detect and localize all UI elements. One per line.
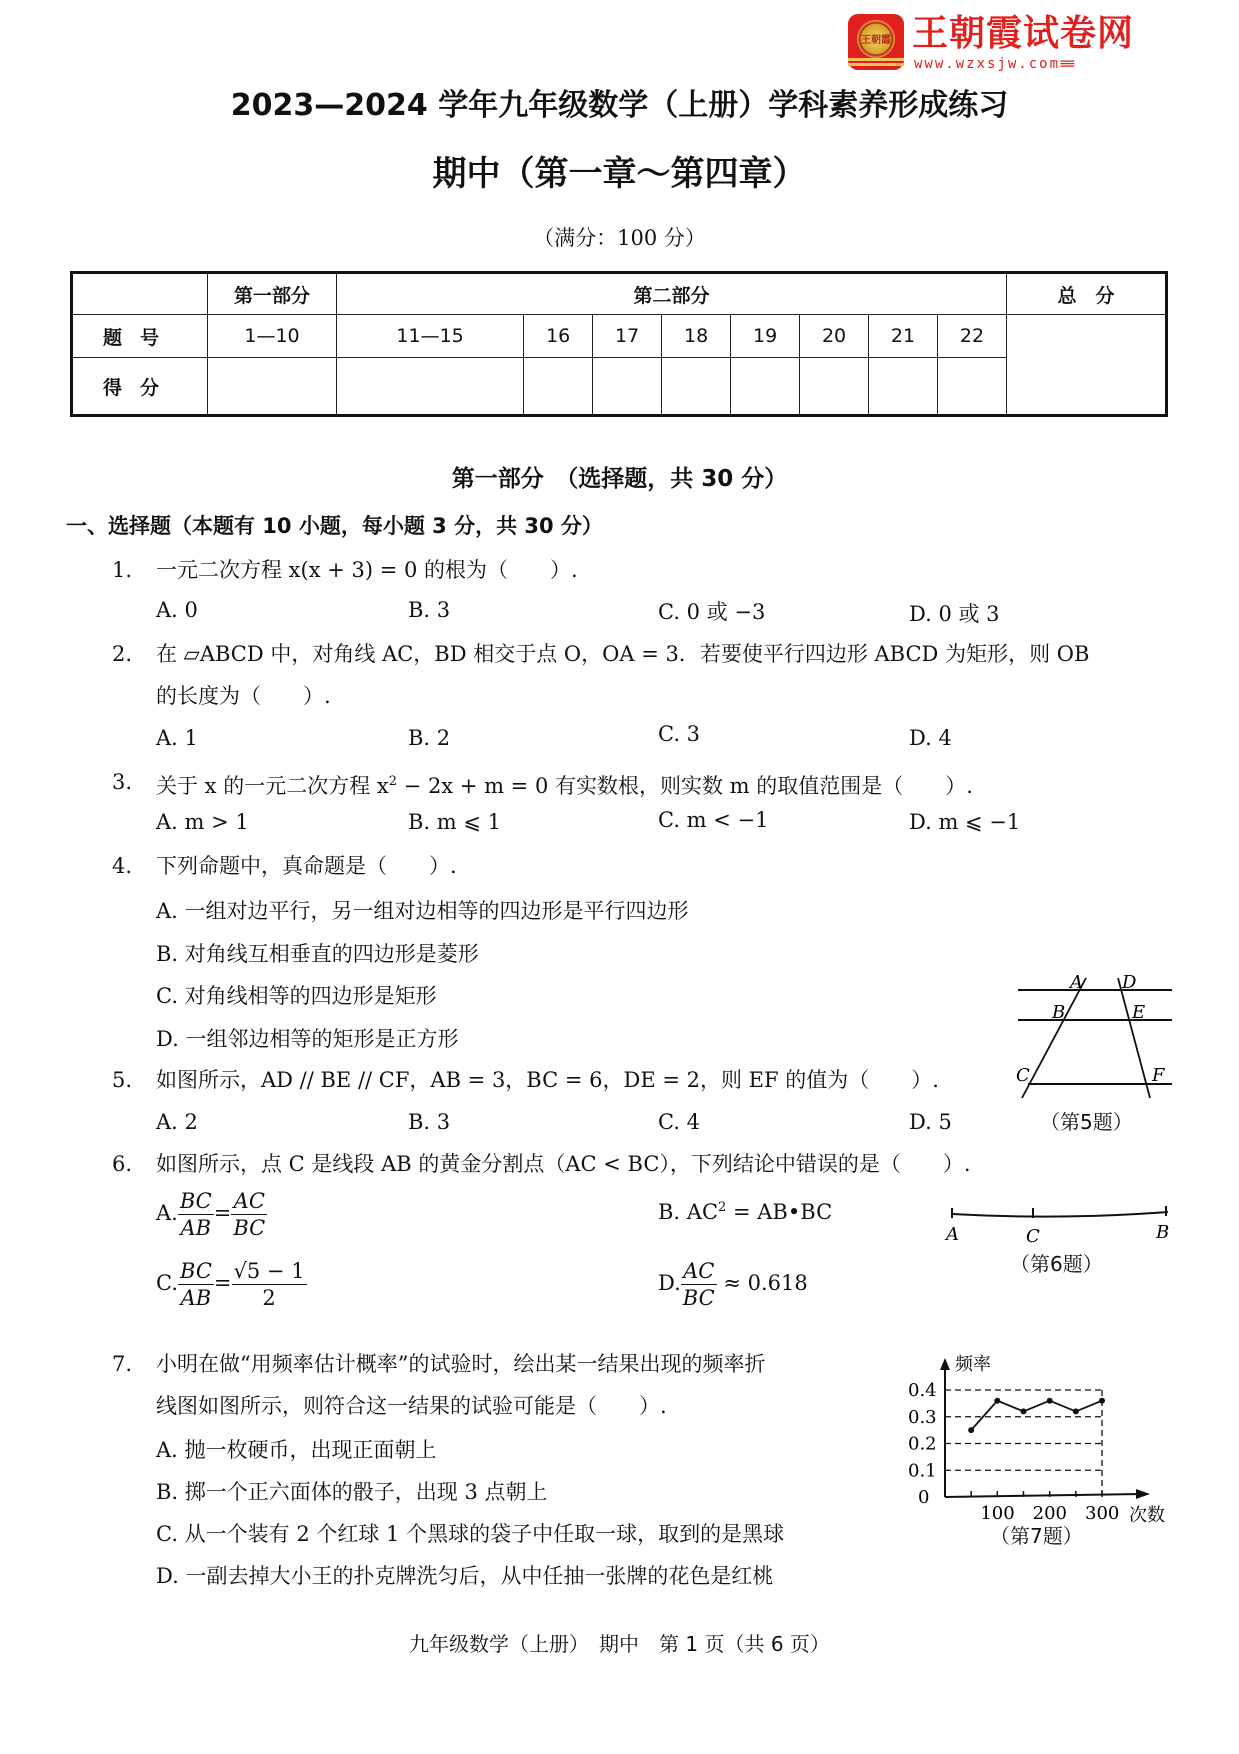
brand-logo — [842, 12, 1162, 74]
question-range-cell: 11—15 — [337, 315, 524, 358]
document-title: 2023—2024 学年九年级数学（上册）学科素养形成练习 — [230, 88, 1009, 123]
score-cell — [337, 358, 524, 416]
x-tick-label: 100 — [980, 1503, 1015, 1524]
question-text: 关于 x 的一元二次方程 $x^2 - 2x + m = 0$ 有实数根，则实数 m 的取值范围是（ ）. — [156, 774, 973, 798]
brand-url: www.wzxsjw.com≡≡ — [914, 56, 1073, 72]
score-cell — [800, 358, 869, 416]
figure-caption: （第6题） — [1010, 1252, 1103, 1276]
badge-text: 王朝霞 — [861, 35, 891, 46]
option-d: D. 一组邻边相等的矩形是正方形 — [156, 1027, 459, 1051]
question-number: 1. — [112, 558, 133, 582]
corner-cell — [72, 273, 208, 315]
question-text: 如图所示，点 C 是线段 AB 的黄金分割点（AC < BC），下列结论中错误的是（ ）. — [156, 1152, 971, 1176]
part1-heading: 第一部分 （选择题，共 30 分） — [451, 466, 788, 492]
question-text-continued: 的长度为（ ）. — [156, 684, 331, 708]
option-d: D. 5 — [909, 1110, 952, 1134]
label-a: A — [946, 1224, 959, 1245]
score-cell — [208, 358, 337, 416]
option-c: C. 对角线相等的四边形是矩形 — [156, 984, 437, 1008]
segment-ab — [952, 1212, 1168, 1217]
option-c: C. 3 — [658, 722, 701, 746]
total-score-cell — [1007, 315, 1167, 416]
option-c: C. m < −1 — [658, 808, 769, 832]
question-number-cell: 16 — [524, 315, 593, 358]
score-table-header-row — [72, 273, 1167, 315]
question-number-row — [72, 315, 1167, 358]
option-a: A. 抛一枚硬币，出现正面朝上 — [156, 1438, 437, 1462]
question-number-cell: 19 — [731, 315, 800, 358]
score-cell — [731, 358, 800, 416]
question-number: 6. — [112, 1152, 133, 1176]
label-b: B — [1156, 1222, 1170, 1243]
y-tick-label: 0.2 — [908, 1433, 937, 1455]
figure-caption: （第5题） — [1040, 1110, 1133, 1134]
label-e: E — [1132, 1002, 1146, 1023]
question-number-cell: 17 — [593, 315, 662, 358]
part2-header: 第二部分 — [337, 273, 1007, 315]
question-text-continued: 线图如图所示，则符合这一结果的试验可能是（ ）. — [156, 1394, 667, 1418]
x-axis-label: 次数 — [1129, 1505, 1165, 1526]
question-number-cell: 22 — [938, 315, 1007, 358]
question-number: 5. — [112, 1068, 133, 1092]
score-cell — [869, 358, 938, 416]
y-axis-label: 频率 — [955, 1354, 991, 1375]
score-cell — [524, 358, 593, 416]
option-d: D. $\frac{AC}{BC}$ ≈ 0.618 — [658, 1259, 808, 1310]
score-row — [72, 358, 1167, 416]
score-cell — [938, 358, 1007, 416]
option-c: C. 0 或 −3 — [658, 600, 766, 624]
question-text: 一元二次方程 x(x + 3) = 0 的根为（ ）. — [156, 558, 578, 582]
y-axis-arrow-icon — [940, 1358, 950, 1370]
page-footer: 九年级数学（上册） 期中 第 1 页（共 6 页） — [409, 1632, 830, 1656]
option-a: A. 一组对边平行，另一组对边相等的四边形是平行四边形 — [156, 899, 689, 923]
data-point — [994, 1398, 1000, 1404]
label-d: D — [1122, 972, 1137, 993]
document-subtitle: 期中（第一章～第四章） — [432, 154, 807, 194]
score-table — [70, 271, 1168, 417]
score-cell — [593, 358, 662, 416]
frequency-line-chart — [900, 1330, 1180, 1526]
option-c: C. 4 — [658, 1110, 701, 1134]
data-point — [1021, 1408, 1027, 1414]
question-number-cell: 18 — [662, 315, 731, 358]
y-tick-label: 0.4 — [908, 1380, 937, 1401]
option-b: B. 2 — [408, 726, 451, 750]
x-tick-label: 200 — [1032, 1503, 1068, 1524]
question-number: 4. — [112, 854, 133, 878]
option-d: D. 一副去掉大小王的扑克牌洗匀后，从中任抽一张牌的花色是红桃 — [156, 1564, 774, 1588]
option-b: B. 3 — [408, 598, 451, 622]
figure-parallel-lines — [1010, 968, 1175, 1098]
option-d: D. 4 — [909, 726, 952, 750]
option-d: D. 0 或 3 — [909, 602, 1000, 626]
question-number: 3. — [112, 770, 133, 794]
data-point — [1073, 1408, 1079, 1414]
score-label: 得分 — [72, 358, 208, 416]
question-number-cell: 20 — [800, 315, 869, 358]
label-b: B — [1052, 1002, 1066, 1023]
question-text: 在 ▱ABCD 中，对角线 AC，BD 相交于点 O，OA = 3．若要使平行四边形 ABCD 为矩形，则 OB — [156, 642, 1090, 666]
option-b: B. $AC^2$ = AB•BC — [658, 1200, 833, 1224]
y-tick-label: 0.3 — [908, 1406, 937, 1428]
question-text: 小明在做“用频率估计概率”的试验时，绘出某一结果出现的频率折 — [156, 1352, 766, 1376]
question-number: 7. — [112, 1352, 133, 1376]
question-number-label: 题号 — [72, 315, 208, 358]
option-b: B. m ⩽ 1 — [408, 810, 502, 834]
option-a: A. 1 — [156, 726, 198, 750]
data-point — [968, 1427, 974, 1433]
option-c: C. 从一个装有 2 个红球 1 个黑球的袋子中任取一球，取到的是黑球 — [156, 1522, 785, 1546]
total-header: 总 分 — [1007, 273, 1167, 315]
x-axis — [945, 1494, 1142, 1497]
data-point — [1047, 1398, 1053, 1404]
option-a: A. $\frac{BC}{AB}$ = $\frac{AC}{BC}$ — [156, 1189, 266, 1240]
question-number-cell: 21 — [869, 315, 938, 358]
option-b: B. 对角线互相垂直的四边形是菱形 — [156, 942, 479, 966]
label-c: C — [1016, 1065, 1030, 1086]
y-tick-label: 0 — [918, 1487, 930, 1508]
data-point — [1099, 1398, 1105, 1404]
y-tick-label: 0.1 — [908, 1460, 937, 1482]
x-axis-arrow-icon — [1136, 1489, 1150, 1499]
figure-segment-ab — [940, 1200, 1170, 1250]
brand-badge-icon — [848, 14, 904, 70]
option-a: A. 2 — [156, 1110, 198, 1134]
option-a: A. 0 — [156, 598, 198, 622]
option-c: C. $\frac{BC}{AB}$ = $\frac{√5 - 1}{2}$ — [156, 1259, 305, 1310]
question-text: 如图所示，AD // BE // CF，AB = 3，BC = 6，DE = 2，则 EF 的值为（ ）. — [156, 1068, 939, 1092]
transversal-right — [1118, 978, 1150, 1098]
question-range-cell: 1—10 — [208, 315, 337, 358]
x-tick-label: 300 — [1085, 1503, 1120, 1524]
option-b: B. 3 — [408, 1110, 451, 1134]
label-f: F — [1152, 1065, 1165, 1086]
part1-header: 第一部分 — [208, 273, 337, 315]
label-c: C — [1026, 1226, 1040, 1247]
brand-name: 王朝霞试卷网 — [912, 13, 1135, 54]
option-d: D. m ⩽ −1 — [909, 810, 1021, 834]
option-b: B. 掷一个正六面体的骰子，出现 3 点朝上 — [156, 1480, 548, 1504]
score-cell — [662, 358, 731, 416]
series-line — [971, 1401, 1102, 1430]
figure-caption: （第7题） — [990, 1524, 1083, 1548]
full-score-note: （满分：100 分） — [533, 226, 706, 250]
question-number: 2. — [112, 642, 133, 666]
option-a: A. m > 1 — [156, 810, 249, 834]
section-heading: 一、选择题（本题有 10 小题，每小题 3 分，共 30 分） — [66, 514, 603, 538]
label-a: A — [1070, 972, 1083, 993]
transversal-left — [1022, 978, 1086, 1098]
question-text: 下列命题中，真命题是（ ）. — [156, 854, 457, 878]
